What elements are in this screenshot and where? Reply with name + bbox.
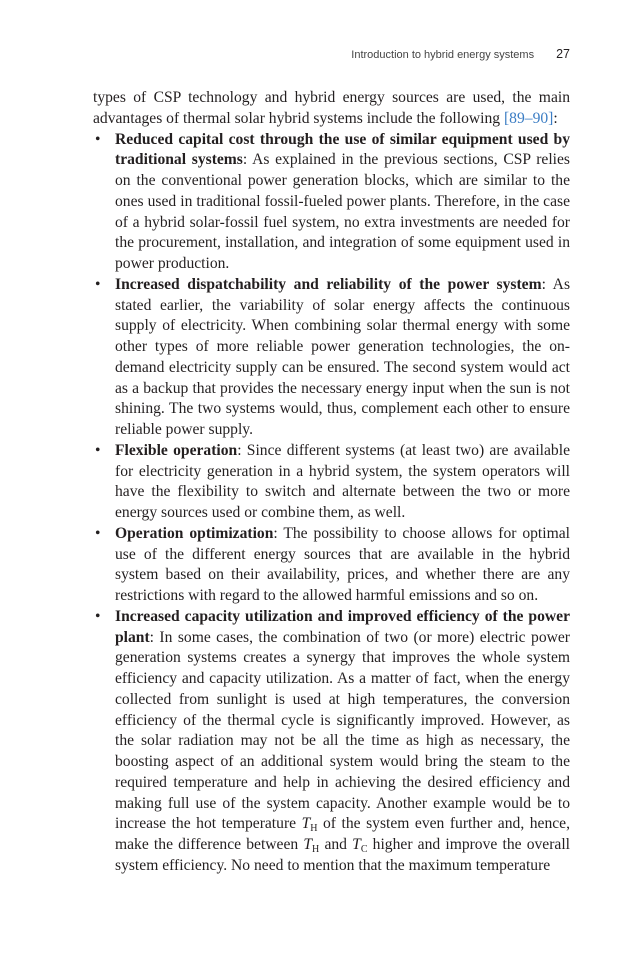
intro-paragraph: types of CSP technology and hybrid energy sources are used, the main advantages of thermal solar hybrid systems include the following [89–90]:	[93, 89, 570, 127]
bullet-icon: •	[95, 275, 101, 293]
list-item: • Reduced capital cost through the use of similar equipment used by traditional systems: As explained in the previous sections, CSP relies on the conventional power generation blocks, which are similar to the ones used in traditional fossil-fueled power plants. Therefore, in the case of a hybrid solar-fossil fuel system, no extra investments are needed for the procurement, installation, and integration of some equipment used in power production.	[95, 130, 571, 272]
item-title: Flexible operation	[115, 441, 238, 459]
page-number: 27	[556, 47, 570, 61]
citation-link[interactable]: [89–90]	[503, 109, 554, 127]
running-header	[351, 47, 570, 61]
list-item: • Increased dispatchability and reliability of the power system: As stated earlier, the variability of solar energy affects the continuous supply of electricity. When combining solar thermal energy with some other types of more reliable power generation technologies, the on-demand electricity supply can be ensured. The second system would act as a backup that provides the necessary energy input when the sun is not shining. The two systems would, thus, complement each other to ensure reliable power supply.	[95, 275, 571, 438]
item-title: Operation optimization	[115, 524, 274, 542]
list-item: • Increased capacity utilization and improved efficiency of the power plant: In some cases, the combination of two (or more) electric power generation systems creates a synergy that improves the whole system efficiency and capacity utilization. As a matter of fact, when the energy collected from sunlight is used at high temperatures, the conversion efficiency of the thermal cycle is significantly improved. However, as the solar radiation may not be all the time as high as necessary, the boosting aspect of an additional system would bring the steam to the required temperature and help in achieving the desired efficiency and making full use of the system capacity. Another example would be to increase the hot temperature $T_H$ of the system even further and, hence, make the difference between $T_H$ and $T_C$ higher and improve the overall system efficiency. No need to mention that the maximum temperature	[95, 607, 571, 874]
item-title: Increased dispatchability and reliability of the power system	[115, 275, 542, 293]
bullet-icon: •	[95, 524, 101, 542]
bullet-icon: •	[95, 130, 101, 148]
temperature-symbol: $T_C$	[352, 836, 368, 855]
temperature-symbol: $T_H$	[301, 815, 318, 835]
running-title: Introduction to hybrid energy systems	[351, 49, 535, 61]
bullet-icon: •	[95, 441, 101, 459]
temperature-symbol: $T_H$	[303, 836, 320, 855]
body-text	[93, 88, 570, 877]
list-item: • Flexible operation: Since different systems (at least two) are available for electricity generation in a hybrid system, the system operators will have the flexibility to switch and alternate between the two or more energy sources used or combine them, as well.	[95, 441, 570, 521]
bullet-icon: •	[95, 607, 101, 625]
item-title: Reduced capital cost through the use of similar equipment used by traditional systems	[115, 130, 570, 169]
item-title: Increased capacity utilization and improved efficiency of the power plant	[115, 607, 570, 646]
list-item: • Operation optimization: The possibility to choose allows for optimal use of the different energy sources that are available in the hybrid system based on their availability, prices, and whether there are any restrictions with regard to the allowed harmful emissions and so on.	[95, 524, 570, 604]
advantages-list	[93, 130, 570, 877]
